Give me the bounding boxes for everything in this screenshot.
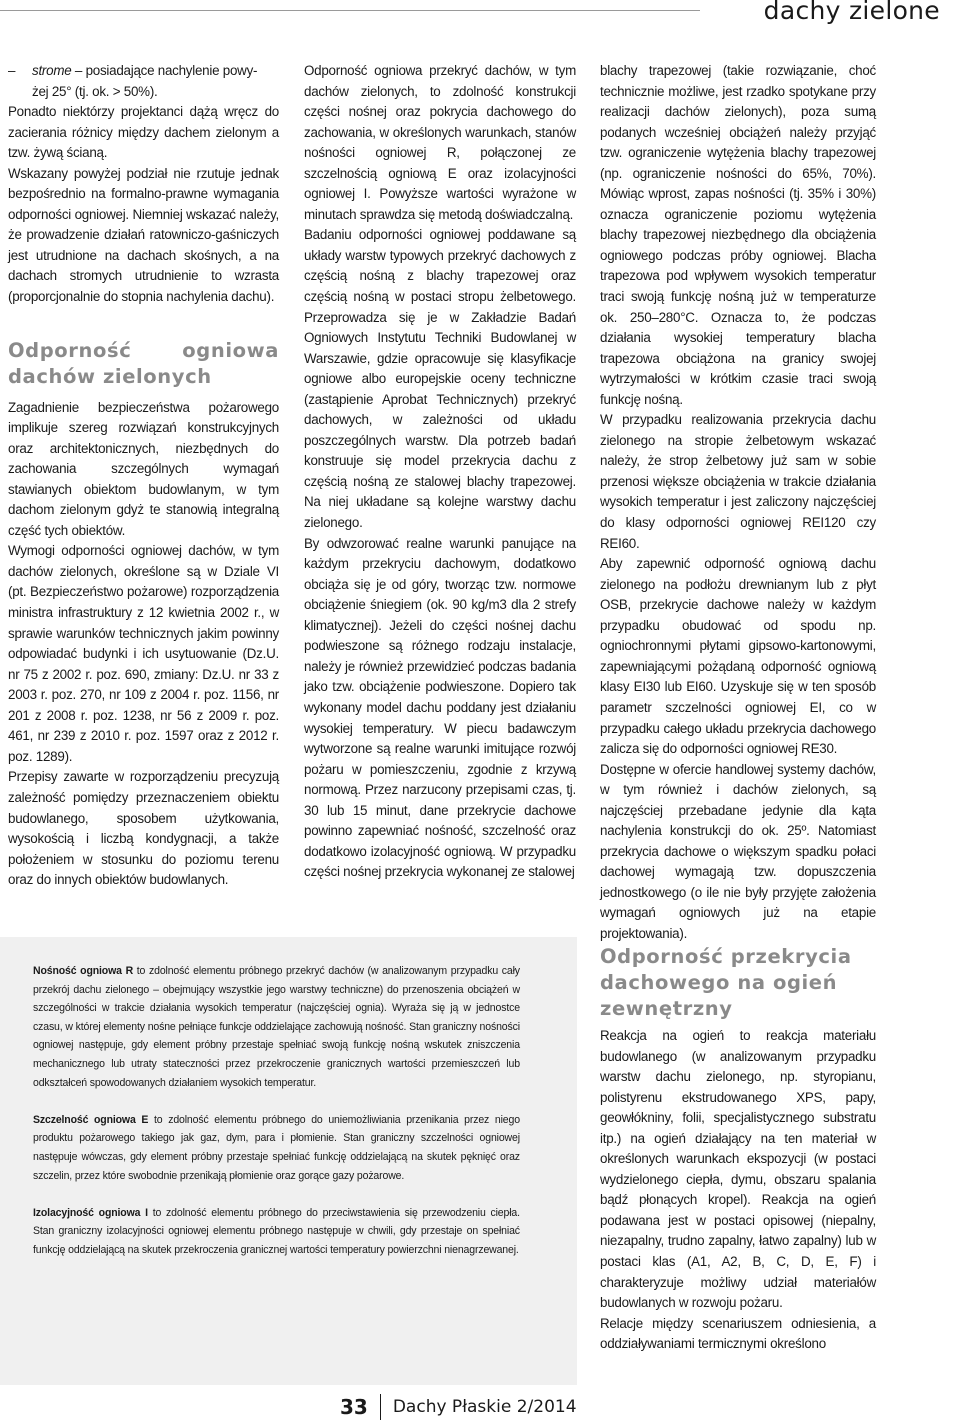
definition-body: to zdolność elementu próbnego przekryć dachów (w analizowanym przypadku cały przekrój dachu zielonego – obejmujący wszystkie jego warstwy techniczne) do przenoszenia obciążeń w szczególności w trakcie działania wysokich temperatur (najczęściej ognia). Wyraża się ją w jednostce czasu, w której elementy nośne pełniące funkcje oddzielające zachowują nośność. Stan graniczny nośności ogniowej następuje, gdy element próbny przestaje spełniać swoją funkcję nośną wskutek zniszczenia mechanicznego lub utraty stateczności przez przekroczenie granicznych wartości przemieszczeń lub odkształceń spowodowanych działaniem wysokich temperatur. (33, 965, 520, 1089)
paragraph: Relacje między scenariuszem odniesienia, a oddziaływaniami termicznymi określono (600, 1315, 876, 1352)
paragraph: Ponadto niektórzy projektanci dążą wręcz do zacierania różnicy między dachem zielonym a tzw. żywą ścianą. (8, 104, 279, 161)
bullet-dash: – (8, 63, 16, 78)
column-3 (600, 61, 876, 945)
header-rule (0, 10, 700, 11)
paragraph: Dostępne w ofercie handlowej systemy dachów, w tym również i dachów zielonych, są najczęściej przebadane jedynie dla kąta nachylenia konstrukcji do ok. 25º. Natomiast przekrycia dachowe o większym spadku połaci dachowej wymagają tzw. dopuszczenia jednostkowego (o ile nie były przyjęte założenia wymagań ogniowych już na etapie projektowania). (600, 761, 876, 941)
footer-divider (380, 1394, 381, 1420)
bullet-lead: strome (32, 63, 72, 78)
section-heading: Odporność ogniowa dachów zielonych (8, 338, 279, 388)
definition-body: to zdolność elementu próbnego do przeciwstawienia się przewodzeniu ciepła. Stan graniczny izolacyjności ogniowej elementu próbnego następuje w chwili, gdy przestaje on spełniać funkcję oddzielającą na skutek przekroczenia granicznej wartości temperatury powierzchni nienagrzewanej. (33, 1206, 520, 1256)
paragraph: Odporność ogniowa przekryć dachów, w tym dachów zielonych, to zdolność konstrukcji części nośnej oraz pokrycia dachowego do zachowania, w określonych warunkach, stanów nośności ogniowej R, połączonej ze szczelnością ogniową E oraz izolacyjności ogniowej I. Powyższe wartości wyrażone w minutach sprawdza się metodą doświadczalną. (304, 63, 576, 222)
column-3-lower (600, 1026, 876, 1355)
section-heading: Odporność przekrycia dachowego na ogień zewnętrzny (600, 945, 852, 1020)
column-1 (8, 61, 279, 891)
definition-term: Nośność ogniowa R (33, 965, 134, 977)
paragraph: Reakcja na ogień to reakcja materiału budowlanego (w analizowanym przypadku warstw dachu zielonego, np. styropianu, polistyrenu ekstrudowanego XPS, papy, geowłókniny, folii, specjalistycznego substratu itp.) na ogień działający na ten materiał w określonych warunkach ekspozycji (w postaci wydzielonego ciepła, dymu, obszaru spalania bądź płonących kropel). Reakcja na ogień podawana jest w postaci opisowej (niepalny, niezapalny, trudno zapalny, łatwo zapalny) lub w postaci klas (A1, A2, B, C, D, E, F) i charakteryzuje możliwy udział materiałów budowlanych w rozwoju pożaru. (600, 1028, 876, 1311)
paragraph: By odwzorować realne warunki panujące na każdym przekryciu dachowym, dodatkowo obciąża się je od góry, tworząc tzw. normowe obciążenie śniegiem (ok. 90 kg/m3 dla 2 strefy klimatycznej). Jeżeli do części nośnej dachu podwieszone są różnego rodzaju instalacje, należy je również przewidzieć podczas badania jako tzw. obciążenie podwieszone. Dopiero tak wykonany model dachu poddany jest działaniu wysokiej temperatury. W piecu badawczym wytworzone są realne warunki imitujące rozwój pożaru w pomieszczeniu, zgodnie z krzywą normową. Przez narzucony przepisami czas, tj. 30 lub 15 minut, dane przekrycie dachowe powinno zapewniać nośność, szczelność oraz dodatkowo izolacyjność ogniową. W przypadku części nośnej przekrycia wykonanej ze stalowej (304, 535, 576, 880)
paragraph: Przepisy zawarte w rozporządzeniu precyzują zależność pomiędzy przeznaczeniem obiektu budowlanego, sposobem użytkowania, wysokością i liczbą kondygnacji, a także położeniem w stosunku do poziomu terenu oraz do innych obiektów budowlanych. (8, 769, 279, 888)
paragraph: W przypadku realizowania przekrycia dachu zielonego na stropie żelbetowym wskazać należy, że strop żelbetowy już sam w sobie przenosi większe obciążenia w trakcie działania wysokich temperatur i jest zaliczony najczęściej do klasy odporności ogniowej REI120 czy REI60. (600, 412, 876, 551)
definition-body: to zdolność elementu próbnego do uniemożliwiania przenikania przez niego produktu pożarowego takiego jak gaz, dym, para i płomienie. Stan graniczny szczelności ogniowej następuje wówczas, gdy element próbny przestaje spełniać funkcję oddzielającą na skutek pęknięć oraz szczelin, przez które swobodnie przenikają płomienie oraz gorące gazy pożarowe. (33, 1113, 520, 1182)
bullet-text: – posiadające nachylenie powy- (71, 63, 258, 78)
definition-e (33, 1111, 520, 1185)
publication-name: Dachy Płaskie 2/2014 (392, 1397, 577, 1417)
list-item (8, 61, 279, 82)
section-title: dachy zielone (763, 0, 940, 25)
paragraph: Aby zapewnić odporność ogniową dachu zielonego na podłożu drewnianym lub z płyt OSB, przekrycie dachowe należy w każdym przypadku obudować od spodu np. ogniochronnymi płytami gipsowo-kartonowymi, zapewniającymi pożądaną odporność ogniową klasy EI30 lub EI60. Uzyskuje się w ten sposób parametr szczelności ogniowej EI, co w przypadku całego układu przekrycia dachowego zalicza się do odporności ogniowej RE30. (600, 556, 876, 757)
column-2 (304, 61, 576, 883)
definition-term: Szczelność ogniowa E (33, 1113, 149, 1126)
paragraph: Wskazany powyżej podział nie rzutuje jednak bezpośrednio na formalno-prawne wymagania odporności ogniowej. Niemniej wskazać należy, że prowadzenie działań ratowniczo-gaśniczych jest utrudnione na dachach skośnych, a na dachach stromych utrudnienie to wzrasta (proporcjonalnie do stopnia nachylenia dachu). (8, 165, 279, 305)
paragraph: Wymogi odporności ogniowej dachów, w tym dachów zielonych, określone są w Dziale VI (pt. Bezpieczeństwo pożarowe) rozporządzenia ministra infrastruktury z 12 kwietnia 2002 r., w sprawie warunków technicznych jakim powinny odpowiadać budynki i ich usytuowanie (Dz.U. nr 75 z 2002 r. poz. 690, zmiany: Dz.U. nr 33 z 2003 r. poz. 270, nr 109 z 2004 r. poz. 1156, nr 201 z 2008 r. poz. 1238, nr 56 z 2009 r. poz. 461, nr 239 z 2010 r. poz. 1597 oraz z 2012 r. poz. 1289). (8, 543, 279, 764)
page-number: 33 (340, 1395, 368, 1419)
definition-i (33, 1204, 520, 1260)
page-footer (340, 1394, 577, 1420)
paragraph: blachy trapezowej (takie rozwiązanie, choć technicznie możliwe, jest rzadko spotykane przy realizacji dachów zielonych), poza sumą podanych wcześniej obciążeń należy przyjąć tzw. ograniczenie wytężenia blachy trapezowej (np. ograniczenie nośności do 65%, 70%). Mówiąc wprost, zapas nośności (tj. 35% i 30%) oznacza ograniczenie poziomu wytężenia blachy trapezowej niezbędnego dla obciążenia ogniowego podczas próby ogniowej. Blacha trapezowa pod wpływem wysokich temperatur traci swoją funkcję nośną już w temperaturze ok. 250–280°C. Oznacza to, że podczas działania wysokiej temperatury blacha trapezowa obciążona na granicy swojej wytrzymałości w krótkim czasie traci swoją funkcję nośną. (600, 63, 876, 407)
bullet-text-continued: żej 25° (tj. ok. > 50%). (32, 83, 158, 99)
definition-r (33, 962, 520, 1092)
definition-term: Izolacyjność ogniowa I (33, 1206, 148, 1219)
paragraph: Zagadnienie bezpieczeństwa pożarowego implikuje szereg rozwiązań konstrukcyjnych oraz architektonicznych, niezbędnych do zachowania szczególnych wymagań stawianych obiektom budowlanym, w tym dachom zielonym gdyż te stanowią integralną część tych obiektów. (8, 399, 279, 538)
paragraph: Badaniu odporności ogniowej poddawane są układy warstw typowych przekryć dachowych z częścią nośną z blachy trapezowej oraz częścią nośną w postaci stropu żelbetowego. Przeprowadza się je w Zakładzie Badań Ogniowych Instytutu Techniki Budowlanej w Warszawie, gdzie opracowuje się klasyfikacje ogniowe albo europejskie oceny techniczne (zastąpienie Aprobat Technicznych) przekryć dachowych, w zależności od układu poszczególnych warstw. Dla potrzeb badań konstruuje się model przekrycia dachu z częścią nośną ze stalowej blachy trapezowej. Na niej układane są kolejne warstwy dachu zielonego. (304, 227, 576, 531)
definitions-text (33, 962, 520, 1278)
